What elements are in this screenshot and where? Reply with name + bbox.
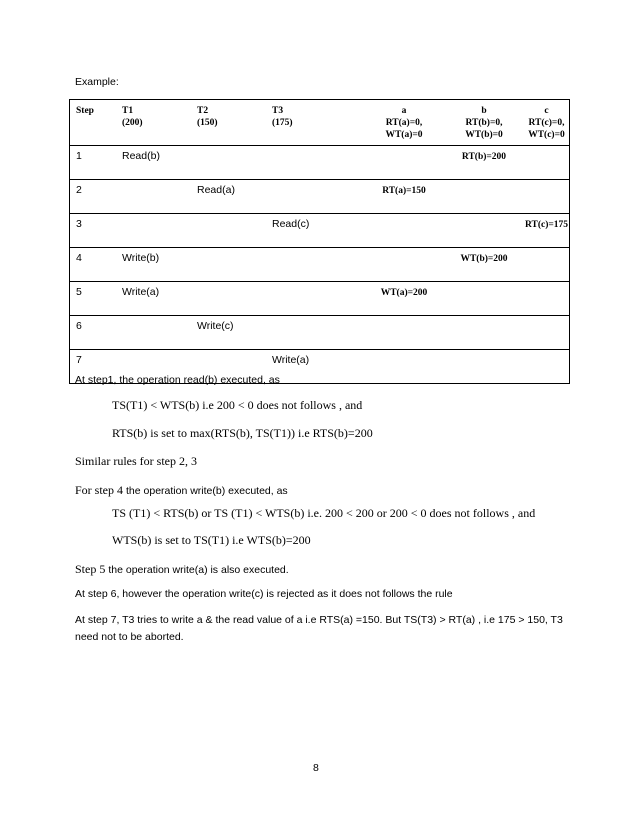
cell-c: [518, 146, 570, 180]
formula-line-4: WTS(b) is set to TS(T1) i.e WTS(b)=200: [112, 533, 311, 547]
cell-a: [358, 350, 444, 384]
paragraph-step4: [75, 481, 288, 499]
cell-t2: Write(c): [191, 316, 266, 350]
cell-t1: Write(a): [116, 282, 191, 316]
table-row: [70, 248, 570, 282]
cell-c: [518, 316, 570, 350]
cell-step: 4: [70, 248, 117, 282]
cell-t2: Read(a): [191, 180, 266, 214]
header-step: Step: [70, 100, 117, 146]
cell-t3: Write(a): [266, 350, 358, 384]
table-row: [70, 146, 570, 180]
cell-t3: [266, 282, 358, 316]
cell-t3: [266, 146, 358, 180]
cell-t2: [191, 214, 266, 248]
formula-line-2: RTS(b) is set to max(RTS(b), TS(T1)) i.e RTS(b)=200: [112, 426, 373, 440]
table-row: [70, 282, 570, 316]
cell-b: [444, 214, 518, 248]
cell-t3: [266, 180, 358, 214]
step5-text: the operation write(a) is also executed.: [108, 564, 289, 576]
cell-b: [444, 282, 518, 316]
cell-t3: [266, 248, 358, 282]
cell-step: 6: [70, 316, 117, 350]
step4-text: the operation write(b) executed, as: [126, 485, 288, 497]
cell-step: 2: [70, 180, 117, 214]
paragraph-step5: [75, 560, 289, 578]
header-b: b RT(b)=0, WT(b)=0: [444, 100, 518, 146]
cell-t1: Read(b): [116, 146, 191, 180]
paragraph-step7-line2: need not to be aborted.: [75, 631, 184, 643]
cell-step: 1: [70, 146, 117, 180]
cell-b: RT(b)=200: [444, 146, 518, 180]
timestamp-table: [69, 99, 570, 384]
header-a: a RT(a)=0, WT(a)=0: [358, 100, 444, 146]
header-c: c RT(c)=0, WT(c)=0: [518, 100, 570, 146]
cell-step: 5: [70, 282, 117, 316]
cell-b: WT(b)=200: [444, 248, 518, 282]
cell-c: [518, 282, 570, 316]
cell-t3: [266, 316, 358, 350]
table-row: [70, 180, 570, 214]
paragraph-step1: At step1, the operation read(b) executed, as: [75, 374, 280, 386]
page-number: 8: [313, 762, 319, 774]
cell-t1: [116, 180, 191, 214]
table-header-row: [70, 100, 570, 146]
cell-a: [358, 214, 444, 248]
step4-prefix: For step 4: [75, 483, 126, 497]
cell-c: RT(c)=175: [518, 214, 570, 248]
cell-b: [444, 316, 518, 350]
cell-t1: [116, 214, 191, 248]
cell-t3: Read(c): [266, 214, 358, 248]
paragraph-similar: Similar rules for step 2, 3: [75, 454, 197, 468]
cell-c: [518, 350, 570, 384]
cell-t1: Write(b): [116, 248, 191, 282]
cell-step: 7: [70, 350, 117, 384]
cell-a: RT(a)=150: [358, 180, 444, 214]
paragraph-step6: At step 6, however the operation write(c) is rejected as it does not follows the rule: [75, 588, 453, 600]
header-t1: T1 (200): [116, 100, 191, 146]
cell-t2: [191, 248, 266, 282]
cell-b: [444, 350, 518, 384]
header-t3: T3 (175): [266, 100, 358, 146]
formula-line-1: TS(T1) < WTS(b) i.e 200 < 0 does not follows , and: [112, 398, 363, 412]
cell-a: WT(a)=200: [358, 282, 444, 316]
header-t2: T2 (150): [191, 100, 266, 146]
cell-step: 3: [70, 214, 117, 248]
table-row: [70, 316, 570, 350]
formula-line-3: TS (T1) < RTS(b) or TS (T1) < WTS(b) i.e. 200 < 200 or 200 < 0 does not follows , and: [112, 506, 536, 520]
cell-a: [358, 146, 444, 180]
cell-a: [358, 248, 444, 282]
cell-b: [444, 180, 518, 214]
example-label: Example:: [75, 76, 119, 88]
table-row: [70, 214, 570, 248]
step5-prefix: Step 5: [75, 562, 109, 576]
cell-t2: [191, 146, 266, 180]
paragraph-step7-line1: At step 7, T3 tries to write a & the read value of a i.e RTS(a) =150. But TS(T3) > RT(a) , i.e 175 > 150, T3: [75, 614, 563, 626]
cell-t2: [191, 282, 266, 316]
cell-t1: [116, 316, 191, 350]
cell-c: [518, 180, 570, 214]
cell-a: [358, 316, 444, 350]
cell-c: [518, 248, 570, 282]
